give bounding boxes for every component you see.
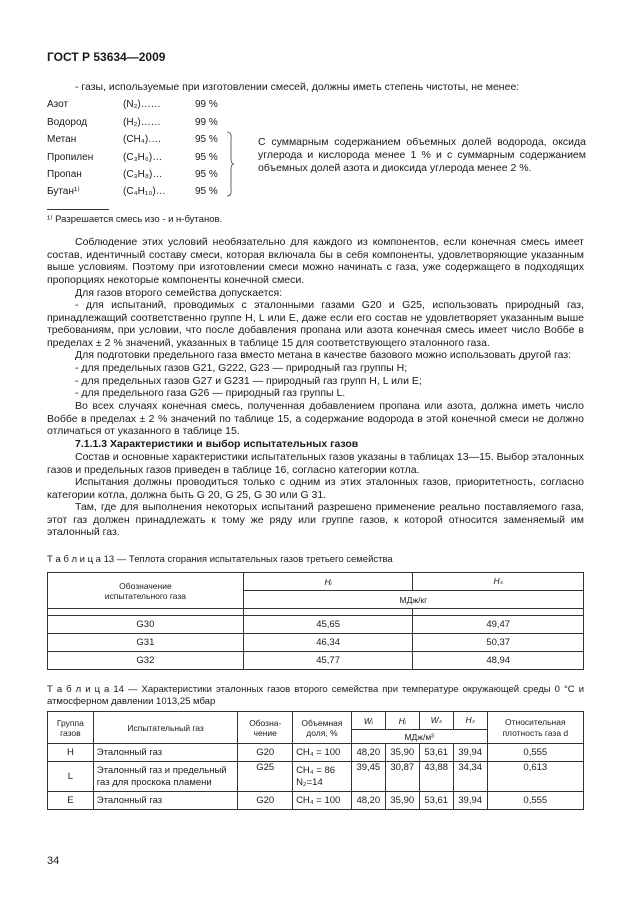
table-13 xyxy=(47,572,584,670)
page-number: 34 xyxy=(47,855,60,867)
gas-formula: (C₃H₆)… xyxy=(123,152,163,163)
table-row: L Эталонный газ и предельный газ для проскока пламени G25 CH₄ = 86 N₂=14 39,45 30,87 43,88 34,34 0,613 xyxy=(48,762,584,792)
table-row: G31 46,34 50,37 xyxy=(48,634,584,652)
table-row: E Эталонный газ G20 CH₄ = 100 48,20 35,90 53,61 39,94 0,555 xyxy=(48,792,584,810)
paragraph-supplied-gas: Там, где для выполнения некоторых испытаний разрешено применение реально поставляемого газа, этот газ должен принадлежать к тому же ряду или группе газов, к которой относится заменяемый им эталонный газ. xyxy=(47,501,584,538)
gas-formula: (C₄H₁₀)… xyxy=(123,186,166,197)
document-header: ГОСТ Р 53634—2009 xyxy=(47,50,166,64)
gas-row-hydrogen xyxy=(47,117,247,131)
gas-formula: (H₂)…… xyxy=(123,117,161,128)
gas-formula: (N₂)…… xyxy=(123,99,161,110)
purity-side-note: С суммарным содержанием объемных долей водорода, оксида углерода и кислорода менее 1 % и с суммарным содержанием объемных долей азота и диоксида углерода менее 2 %. xyxy=(258,136,586,174)
paragraph-conditions: Соблюдение этих условий необязательно для каждого из компонентов, если конечная смесь имеет состав, идентичный составу смеси, которая включала бы в себя компоненты, удовлетворяющие указанным выше условиям. Поэтому при изготовлении смеси можно начинать с газа, уже содержащего в подходящих пропорциях некоторые компоненты конечной смеси. xyxy=(47,236,584,286)
table13-unit: МДж/кг xyxy=(243,591,583,609)
table-row: H Эталонный газ G20 CH₄ = 100 48,20 35,90 53,61 39,94 0,555 xyxy=(48,744,584,762)
gas-formula: (CH₄)…. xyxy=(123,134,161,145)
paragraph-reference-gases: - для испытаний, проводимых с эталонными газами G20 и G25, использовать природный газ, принадлежащий соответственно группе H, L или E, даже если его состав не удовлетворяет указанным выше требованиям, при условии, что после добавления пропана или азота конечная смесь имеет число Воббе в пределах ± 2 % значений, указанных в таблице 15 для соответствующего эталонного газа. xyxy=(47,299,584,349)
table14-header-ws: Wₛ xyxy=(419,712,453,730)
table14-header-designation: Обозначение xyxy=(238,712,293,744)
footnote-divider xyxy=(47,209,109,210)
gas-purity: 95 % xyxy=(195,152,218,163)
paragraph-composition: Состав и основные характеристики испытательных газов указаны в таблицах 13—15. Выбор эталонных газов и предельных газов приведен в таблице 16, согласно категории котла. xyxy=(47,451,584,476)
purity-intro: - газы, используемые при изготовлении смесей, должны иметь степень чистоты, не менее: xyxy=(75,81,520,93)
gas-row-methane xyxy=(47,134,247,148)
list-item-limit-g27: - для предельных газов G27 и G231 — природный газ групп H, L или E; xyxy=(75,375,422,387)
paragraph-priority: Испытания должны проводиться только с одним из этих эталонных газов, приоритетность, согласно категории котла, должна быть G 20, G 25, G 30 или G 31. xyxy=(47,476,584,501)
table14-header-test-gas: Испытательный газ xyxy=(93,712,238,744)
gas-name: Пропан xyxy=(47,169,82,180)
table-14 xyxy=(47,711,584,810)
gas-purity: 95 % xyxy=(195,186,218,197)
gas-formula: (C₃H₈)… xyxy=(123,169,163,180)
paragraph-second-family: Для газов второго семейства допускается: xyxy=(75,287,283,299)
gas-row-propylene xyxy=(47,152,247,166)
gas-name: Метан xyxy=(47,134,77,145)
table13-header-designation: Обозначение испытательного газа xyxy=(48,573,244,609)
table14-header-hi: Hᵢ xyxy=(385,712,419,730)
table14-header-hs: Hₛ xyxy=(453,712,487,730)
gas-row-nitrogen xyxy=(47,99,247,113)
table14-header-group: Группа газов xyxy=(48,712,94,744)
gas-name: Азот xyxy=(47,99,69,110)
gas-name: Бутан¹⁾ xyxy=(47,186,80,197)
paragraph-limit-gas-base: Для подготовки предельного газа вместо метана в качестве базового можно использовать другой газ: xyxy=(75,349,572,361)
right-brace-icon xyxy=(226,131,234,197)
gas-name: Водород xyxy=(47,117,88,128)
paragraph-wobbe: Во всех случаях конечная смесь, полученная добавлением пропана или азота, должна иметь число Воббе в пределах ± 2 % значений по таблице 15, а содержание водорода в этой конечной смеси не должно отличаться от указанного в таблице 15. xyxy=(47,400,584,437)
table13-header-hi: Hᵢ xyxy=(243,573,413,591)
gas-purity: 95 % xyxy=(195,169,218,180)
gas-row-propane xyxy=(47,169,247,183)
table-row: G30 45,65 49,47 xyxy=(48,616,584,634)
gas-purity: 99 % xyxy=(195,99,218,110)
gas-row-butane xyxy=(47,186,247,200)
gas-purity: 95 % xyxy=(195,134,218,145)
table-row: G32 45,77 48,94 xyxy=(48,652,584,670)
table13-header-hs: Hₛ xyxy=(413,573,584,591)
footnote: ¹⁾ Разрешается смесь изо - и н-бутанов. xyxy=(47,214,223,225)
gas-name: Пропилен xyxy=(47,152,94,163)
list-item-limit-g21: - для предельных газов G21, G222, G23 — природный газ группы H; xyxy=(75,362,408,374)
gas-purity: 99 % xyxy=(195,117,218,128)
table14-header-density: Относительная плотность газа d xyxy=(487,712,583,744)
list-item-limit-g26: - для предельного газа G26 — природный газ группы L. xyxy=(75,387,346,399)
section-title: 7.1.1.3 Характеристики и выбор испытательных газов xyxy=(75,438,359,450)
table14-header-volume: Объемная доля, % xyxy=(293,712,352,744)
table14-unit: МДж/м³ xyxy=(351,730,487,744)
table13-caption: Т а б л и ц а 13 — Теплота сгорания испытательных газов третьего семейства xyxy=(47,554,393,565)
table14-header-wi: Wᵢ xyxy=(351,712,385,730)
table14-caption: Т а б л и ц а 14 — Характеристики эталонных газов второго семейства при температуре окружающей среды 0 °C и атмосферном давлении 1013,25 мбар xyxy=(47,684,584,707)
